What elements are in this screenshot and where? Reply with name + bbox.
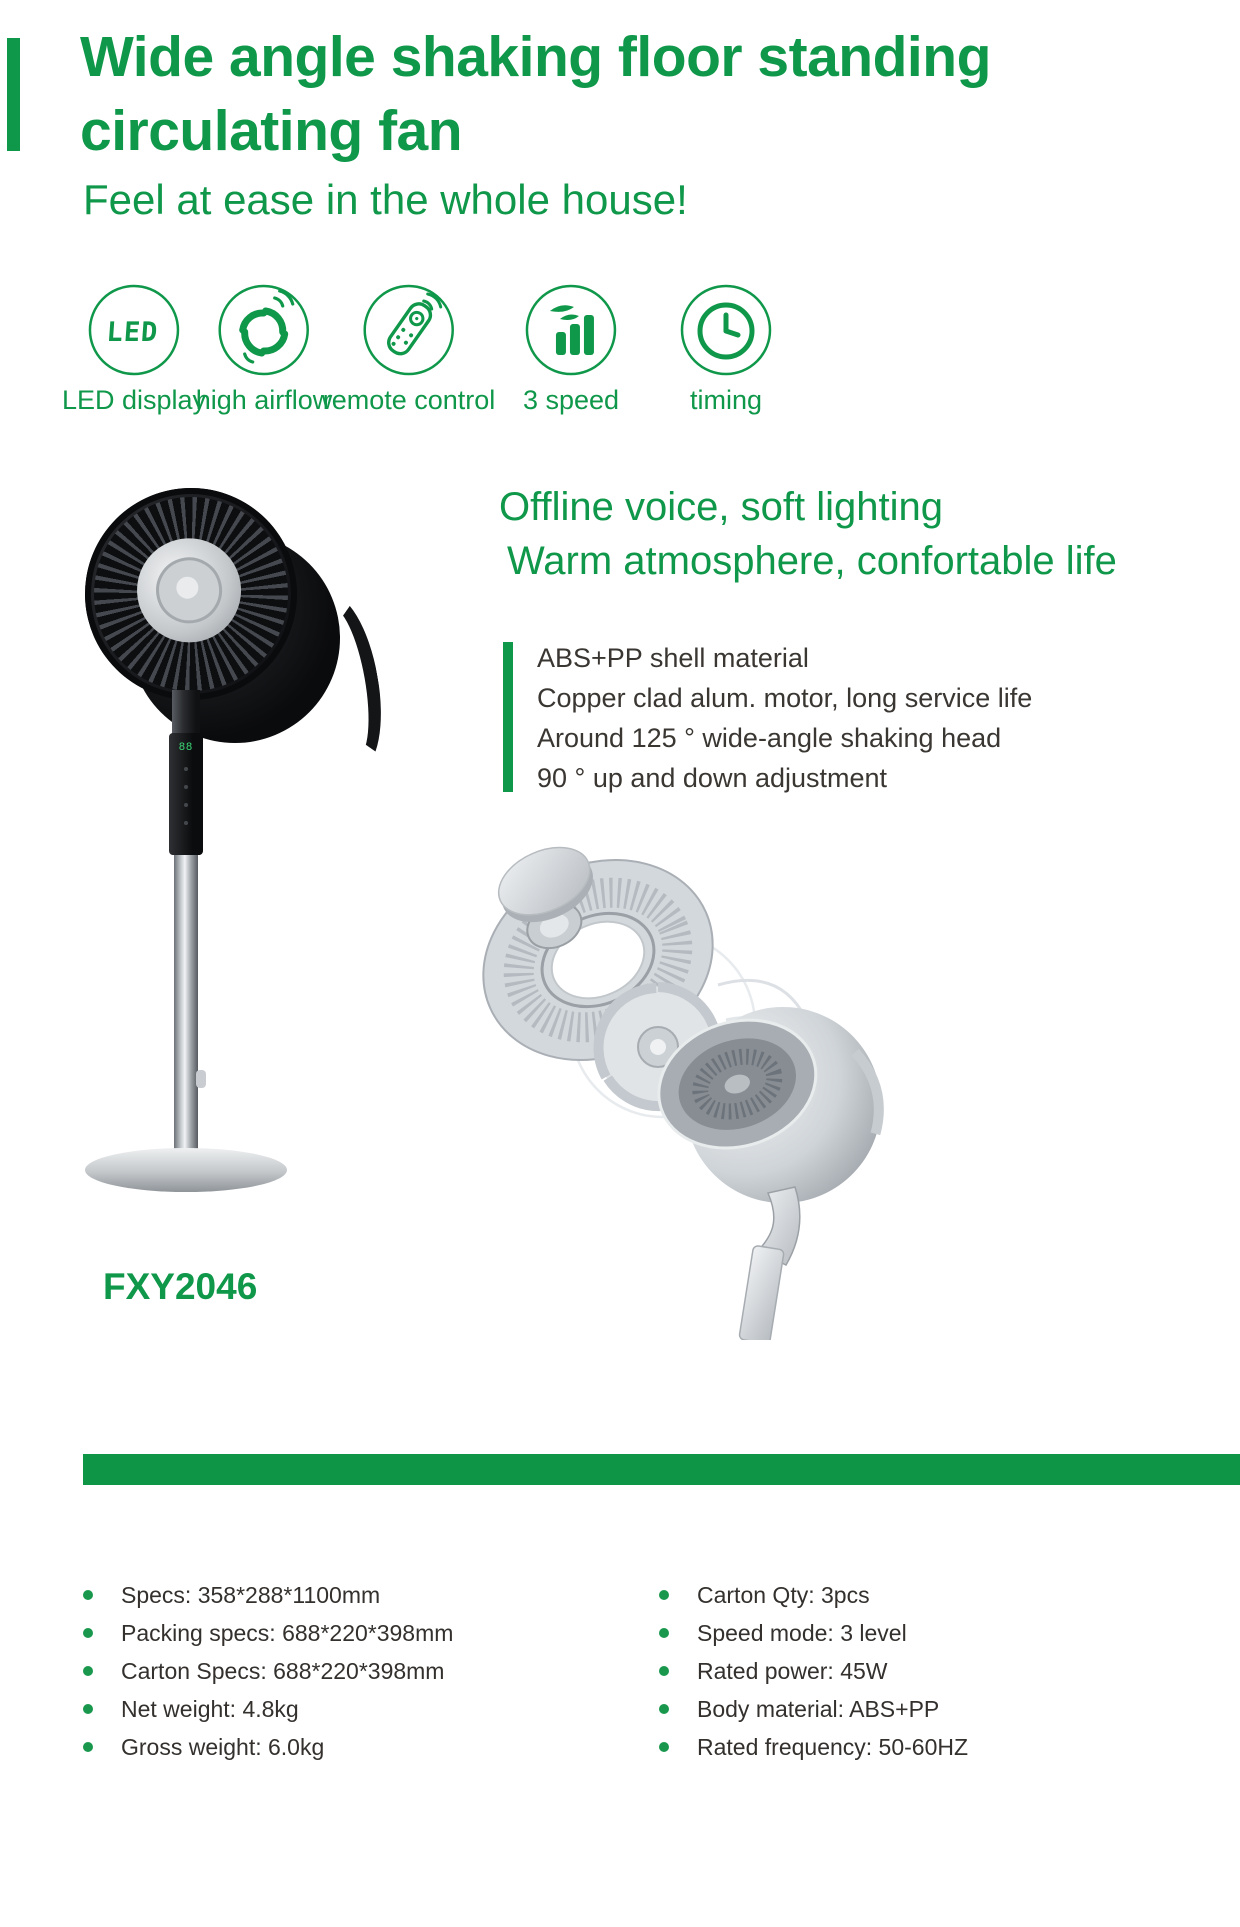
- exploded-view-illustration: [468, 815, 888, 1340]
- feature-icon-timing: [678, 282, 774, 416]
- bullet-icon: [83, 1742, 93, 1752]
- feature-list: [503, 638, 1032, 798]
- spec-item: [659, 1614, 968, 1652]
- feature-icon-remote: [323, 282, 496, 416]
- spec-text: Rated frequency: 50-60HZ: [697, 1733, 969, 1760]
- stand-neck-pole: [739, 1187, 800, 1340]
- clock-icon: [678, 282, 774, 378]
- spec-item: [659, 1652, 968, 1690]
- fan-panel-dot: [184, 803, 188, 807]
- fan-panel-dot: [184, 767, 188, 771]
- spec-item: [83, 1728, 453, 1766]
- bullet-icon: [659, 1742, 669, 1752]
- feature-list-item: Around 125 ° wide-angle shaking head: [537, 723, 1002, 753]
- remote-control-icon: [361, 282, 457, 378]
- spec-item: [659, 1690, 968, 1728]
- fan-base: [85, 1148, 287, 1192]
- feature-icon-label: remote control: [322, 385, 496, 415]
- bullet-icon: [659, 1628, 669, 1638]
- specs-list-left: [83, 1576, 453, 1766]
- fan-control-panel: [169, 733, 203, 855]
- spec-item: [83, 1576, 453, 1614]
- spec-text: Carton Qty: 3pcs: [697, 1581, 870, 1608]
- feature-block: [503, 638, 1032, 798]
- feature-icon-label: high airflow: [195, 385, 333, 415]
- fan-lower-pole: [174, 855, 198, 1152]
- bullet-icon: [659, 1704, 669, 1714]
- bullet-icon: [659, 1590, 669, 1600]
- feature-icon-label: timing: [689, 385, 763, 415]
- bullet-icon: [83, 1628, 93, 1638]
- feature-list-item: Copper clad alum. motor, long service life: [537, 683, 1033, 713]
- feature-icon-label: LED display: [61, 385, 207, 415]
- bullet-icon: [83, 1704, 93, 1714]
- fan-blades-icon: [216, 282, 312, 378]
- bullet-icon: [659, 1666, 669, 1676]
- model-number: FXY2046: [103, 1266, 258, 1307]
- svg-text:LED: LED: [105, 317, 160, 348]
- spec-text: Body material: ABS+PP: [697, 1695, 940, 1722]
- green-divider-bar: [83, 1454, 1240, 1485]
- feature-list-item: ABS+PP shell material: [537, 643, 809, 673]
- bullet-icon: [83, 1590, 93, 1600]
- spec-text: Gross weight: 6.0kg: [121, 1733, 325, 1760]
- spec-item: [83, 1690, 453, 1728]
- feature-icon-speed: [523, 282, 619, 416]
- led-display-icon: [86, 282, 182, 378]
- product-photo-fan: [60, 455, 400, 1215]
- spec-item: [659, 1728, 968, 1766]
- fan-panel-dot: [184, 821, 188, 825]
- feature-list-item: 90 ° up and down adjustment: [537, 763, 888, 793]
- highlight-line-1: Offline voice, soft lighting: [499, 485, 943, 529]
- feature-icon-led: [62, 282, 206, 416]
- specs-list-right: [659, 1576, 968, 1766]
- spec-text: Speed mode: 3 level: [697, 1619, 907, 1646]
- fan-panel-dot: [184, 785, 188, 789]
- spec-item: [83, 1652, 453, 1690]
- spec-item: [83, 1614, 453, 1652]
- fan-pole-knob: [196, 1070, 206, 1088]
- spec-text: Packing specs: 688*220*398mm: [121, 1619, 454, 1646]
- feature-accent-bar: [503, 642, 513, 792]
- feature-icon-label: 3 speed: [522, 385, 620, 415]
- bullet-icon: [83, 1666, 93, 1676]
- speed-bars-icon: [523, 282, 619, 378]
- title-line-2: circulating fan: [80, 99, 463, 163]
- spec-item: [659, 1576, 968, 1614]
- feature-icon-airflow: [196, 282, 333, 416]
- title-line-1: Wide angle shaking floor standing: [80, 25, 991, 89]
- page-title: [80, 20, 1180, 168]
- highlight-text: [499, 480, 1117, 588]
- page-subtitle: Feel at ease in the whole house!: [83, 176, 688, 223]
- fan-panel-display: 88: [178, 741, 194, 753]
- spec-text: Rated power: 45W: [697, 1657, 888, 1684]
- title-accent-bar: [7, 38, 20, 151]
- spec-text: Carton Specs: 688*220*398mm: [121, 1657, 445, 1684]
- spec-text: Net weight: 4.8kg: [121, 1695, 299, 1722]
- highlight-line-2: Warm atmosphere, confortable life: [507, 539, 1117, 583]
- spec-text: Specs: 358*288*1100mm: [121, 1581, 381, 1608]
